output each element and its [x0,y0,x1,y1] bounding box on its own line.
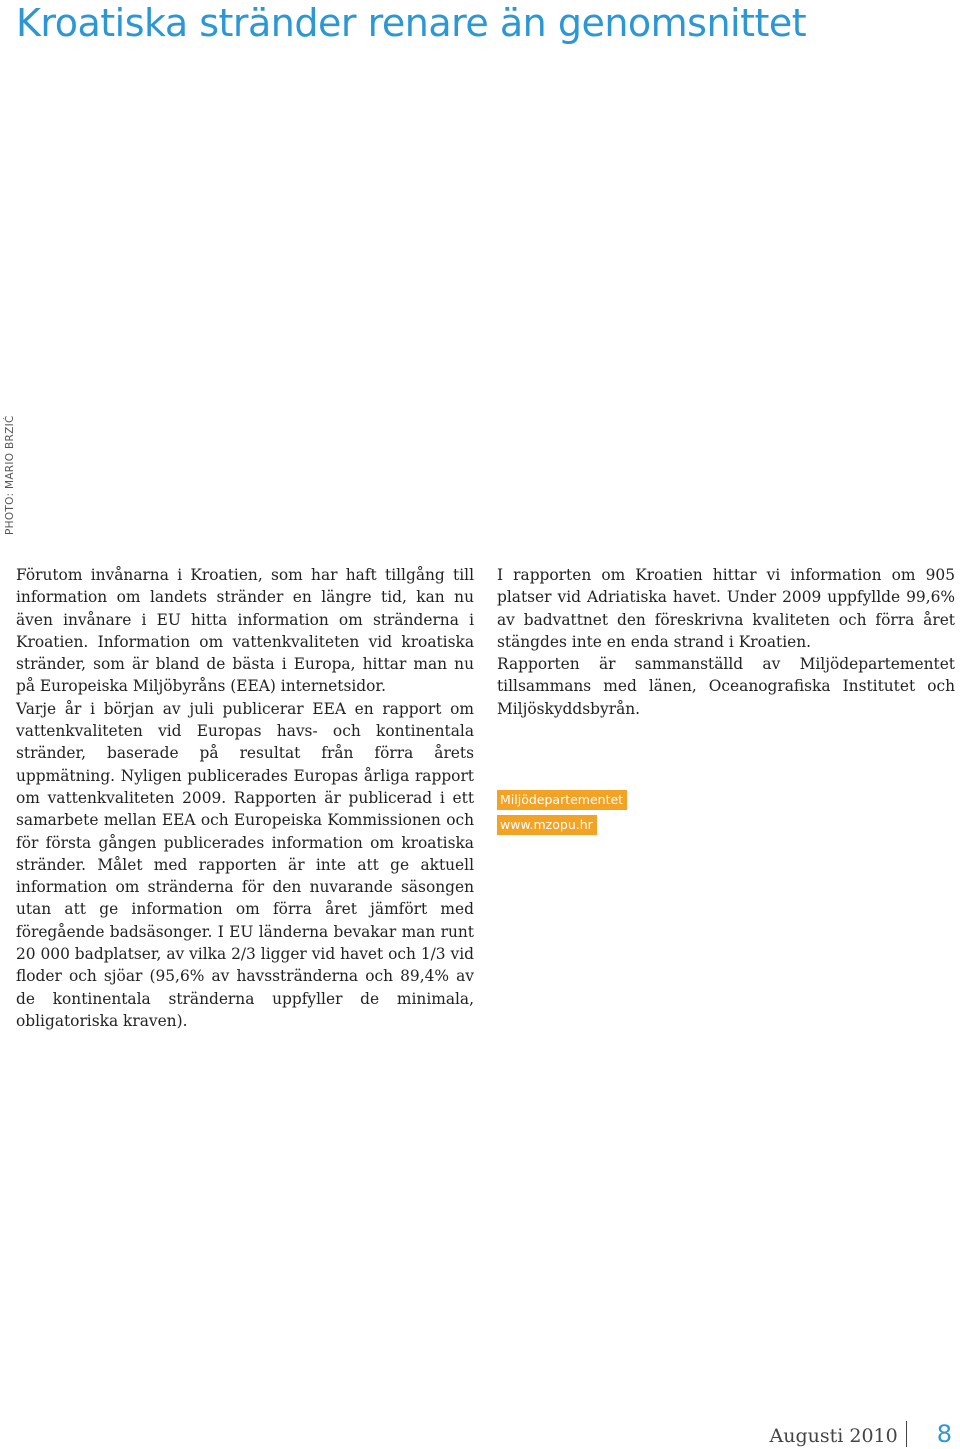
right-column [497,564,955,720]
page-number: 8 [936,1420,952,1448]
page-footer [770,1420,953,1448]
footer-divider [906,1421,907,1447]
right-paragraph-2: Rapporten är sammanställd av Miljödepartementet tillsammans med länen, Oceanografiska Institutet och Miljöskyddsbyrån. [497,655,955,718]
left-paragraph-1: Förutom invånarna i Kroatien, som har haft tillgång till information om landets stränder en längre tid, kan nu även invånare i EU hitta information om stränderna i Kroatien. Information om vattenkvaliteten vid kroatiska stränder, som är bland de bästa i Europa, hittar man nu på Europeiska Miljöbyråns (EEA) internetsidor. [16,566,474,696]
right-paragraph-1: I rapporten om Kroatien hittar vi information om 905 platser vid Adriatiska havet. Under 2009 uppfyllde 99,6% av badvattnet den föreskrivna kvaliteten och förra året stängdes inte en enda strand i Kroatien. [497,566,955,651]
contact-url-link[interactable]: www.mzopu.hr [497,815,597,835]
left-paragraph-2: Varje år i början av juli publicerar EEA en rapport om vattenkvaliteten vid Europas havs- och kontinentala stränder, baserade på resultat från förra årets uppmätning. Nyligen publicerades Europas årliga rapport om vattenkvaliteten 2009. Rapporten är publicerad i ett samarbete mellan EEA och Europeiska Kommissionen och för första gången publicerades information om kroatiska stränder. Målet med rapporten är inte att ge aktuell information om stränderna för den nuvarande säsongen utan att ge information om förra året jämfört med föregående badsäsonger. I EU länderna bevakar man runt 20 000 badplatser, av vilka 2/3 ligger vid havet och 1/3 vid floder och sjöar (95,6% av havsstränderna och 89,4% av de kontinentala stränderna uppfyller de minimala, obligatoriska kraven). [16,699,474,1030]
page-title: Kroatiska stränder renare än genomsnittet [16,1,807,45]
left-column [16,564,474,1032]
photo-credit: PHOTO: MARIO BRZIĆ [4,415,16,535]
footer-month: Augusti 2010 [769,1425,898,1447]
contact-name-label: Miljödepartementet [497,790,627,810]
